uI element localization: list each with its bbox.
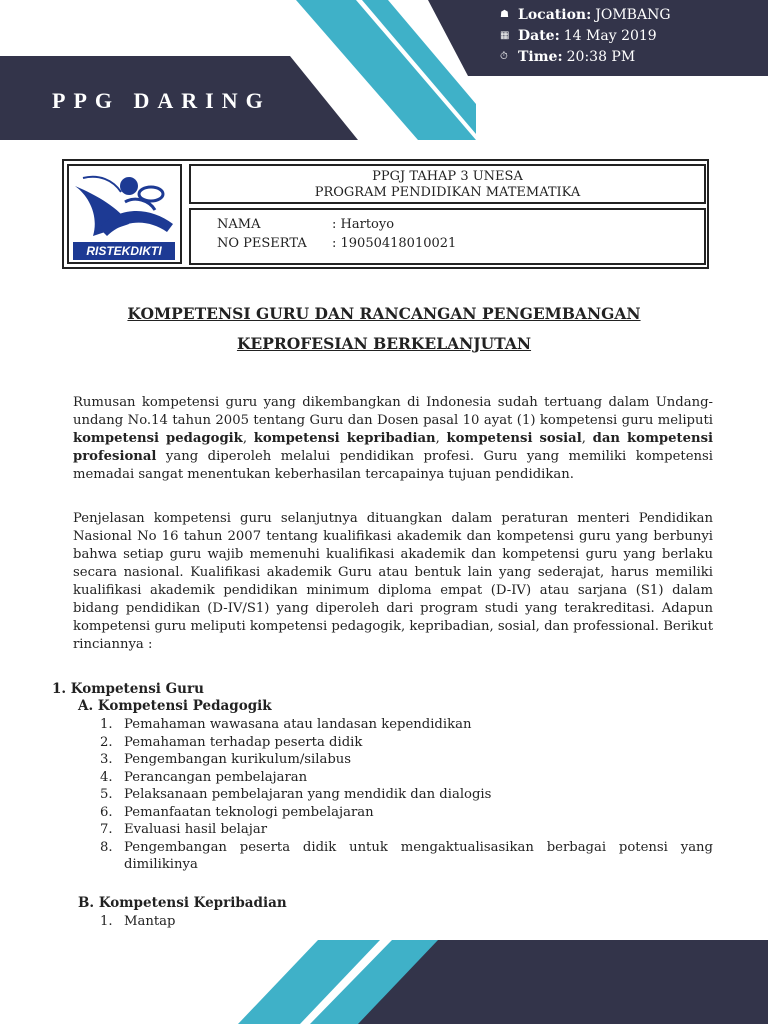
paragraph-2: Penjelasan kompetensi guru selanjutnya dituangkan dalam peraturan menteri Pendidikan Nasional No 16 tahun 2007 tentang kualifikasi akademik dan kompetensi guru yang berbunyi bahwa setiap guru wajib memenuhi kualifikasi akademik dan kompetensi guru yang berlaku secara nasional. Kualifikasi akademik Guru atau bentuk lain yang sederajat, harus memiliki kualifikasi akademik pendidikan minimum diploma empat (D-IV) atau sarjana (S1) dalam bidang pendidikan (D-IV/S1) yang diperoleh dari program studi yang terakreditasi. Adapun kompetensi guru meliputi kompetensi pedagogik, kepribadian, sosial, dan professional. Berikut rinciannya : — [73, 511, 713, 652]
name-row — [217, 217, 394, 235]
logo-graphic — [69, 166, 180, 242]
title-line-1: KOMPETENSI GURU DAN RANCANGAN PENGEMBANGAN — [127, 304, 641, 323]
time-label: Time: — [518, 48, 563, 65]
section-a-heading: A. Kompetensi Pedagogik — [78, 698, 272, 714]
stopwatch-icon: ⏱ — [500, 51, 508, 62]
ristekdikti-logo — [67, 164, 182, 264]
time-row — [500, 46, 671, 67]
list-item: 4. Perancangan pembelajaran — [100, 769, 308, 785]
paragraph-1: Rumusan kompetensi guru yang dikembangkan di Indonesia sudah tertuang dalam Undang-undang No.14 tahun 2005 tentang Guru dan Dosen pasal 10 ayat (1) kompetensi guru meliputi kompetensi pedagogik, kompetensi kepribadian, kompetensi sosial, dan kompetensi profesional yang diperoleh melalui pendidikan profesi. Guru yang memiliki kompetensi memadai sangat menentukan keberhasilan tercapainya tujuan pendidikan. — [73, 395, 714, 482]
date-row — [500, 25, 671, 46]
list-item: 1. Mantap — [100, 914, 176, 929]
brand-title: PPG DARING — [52, 88, 271, 113]
list-heading-1 — [52, 681, 204, 697]
list-item: 7. Evaluasi hasil belajar — [100, 822, 268, 837]
program-header — [189, 164, 706, 204]
list-heading-text: Kompetensi Guru — [70, 681, 204, 697]
name-value: : Hartoyo — [332, 217, 395, 232]
list-item: 5. Pelaksanaan pembelajaran yang mendidik dan dialogis — [100, 787, 492, 802]
list-item: 1. Pemahaman wawasana atau landasan kependidikan — [100, 717, 472, 732]
peserta-value: : 19050418010021 — [332, 236, 457, 251]
peserta-label: NO PESERTA — [217, 236, 307, 251]
participant-info — [189, 208, 706, 265]
location-value: JOMBANG — [595, 6, 671, 23]
meta-info — [500, 4, 671, 67]
logo-text: RISTEKDIKTI — [73, 242, 175, 260]
title-line-2: KEPROFESIAN BERKELANJUTAN — [236, 334, 532, 353]
section-b-list — [100, 913, 713, 931]
list-num: 1. — [52, 681, 67, 697]
program-line-1: PPGJ TAHAP 3 UNESA — [372, 169, 523, 184]
date-label: Date: — [518, 27, 560, 44]
time-value: 20:38 PM — [566, 48, 636, 65]
date-value: 14 May 2019 — [563, 27, 657, 44]
calendar-icon: ▦ — [500, 30, 510, 41]
list-item: 3. Pengembangan kurikulum/silabus — [100, 752, 352, 767]
list-item: 6. Pemanfaatan teknologi pembelajaran — [100, 804, 374, 820]
section-a-list — [100, 716, 713, 874]
program-line-2: PROGRAM PENDIDIKAN MATEMATIKA — [314, 185, 581, 200]
home-icon: ☗ — [500, 9, 509, 20]
list-item: 8. Pengembangan peserta didik untuk mengaktualisasikan berbagai potensi yang dimilikinya — [100, 839, 713, 872]
name-label: NAMA — [217, 217, 261, 232]
identity-card — [62, 159, 709, 269]
list-item: 2. Pemahaman terhadap peserta didik — [100, 734, 363, 750]
section-b-heading: B. Kompetensi Kepribadian — [78, 895, 287, 911]
peserta-row — [217, 236, 456, 254]
location-row — [500, 4, 671, 25]
location-label: Location: — [518, 6, 592, 23]
